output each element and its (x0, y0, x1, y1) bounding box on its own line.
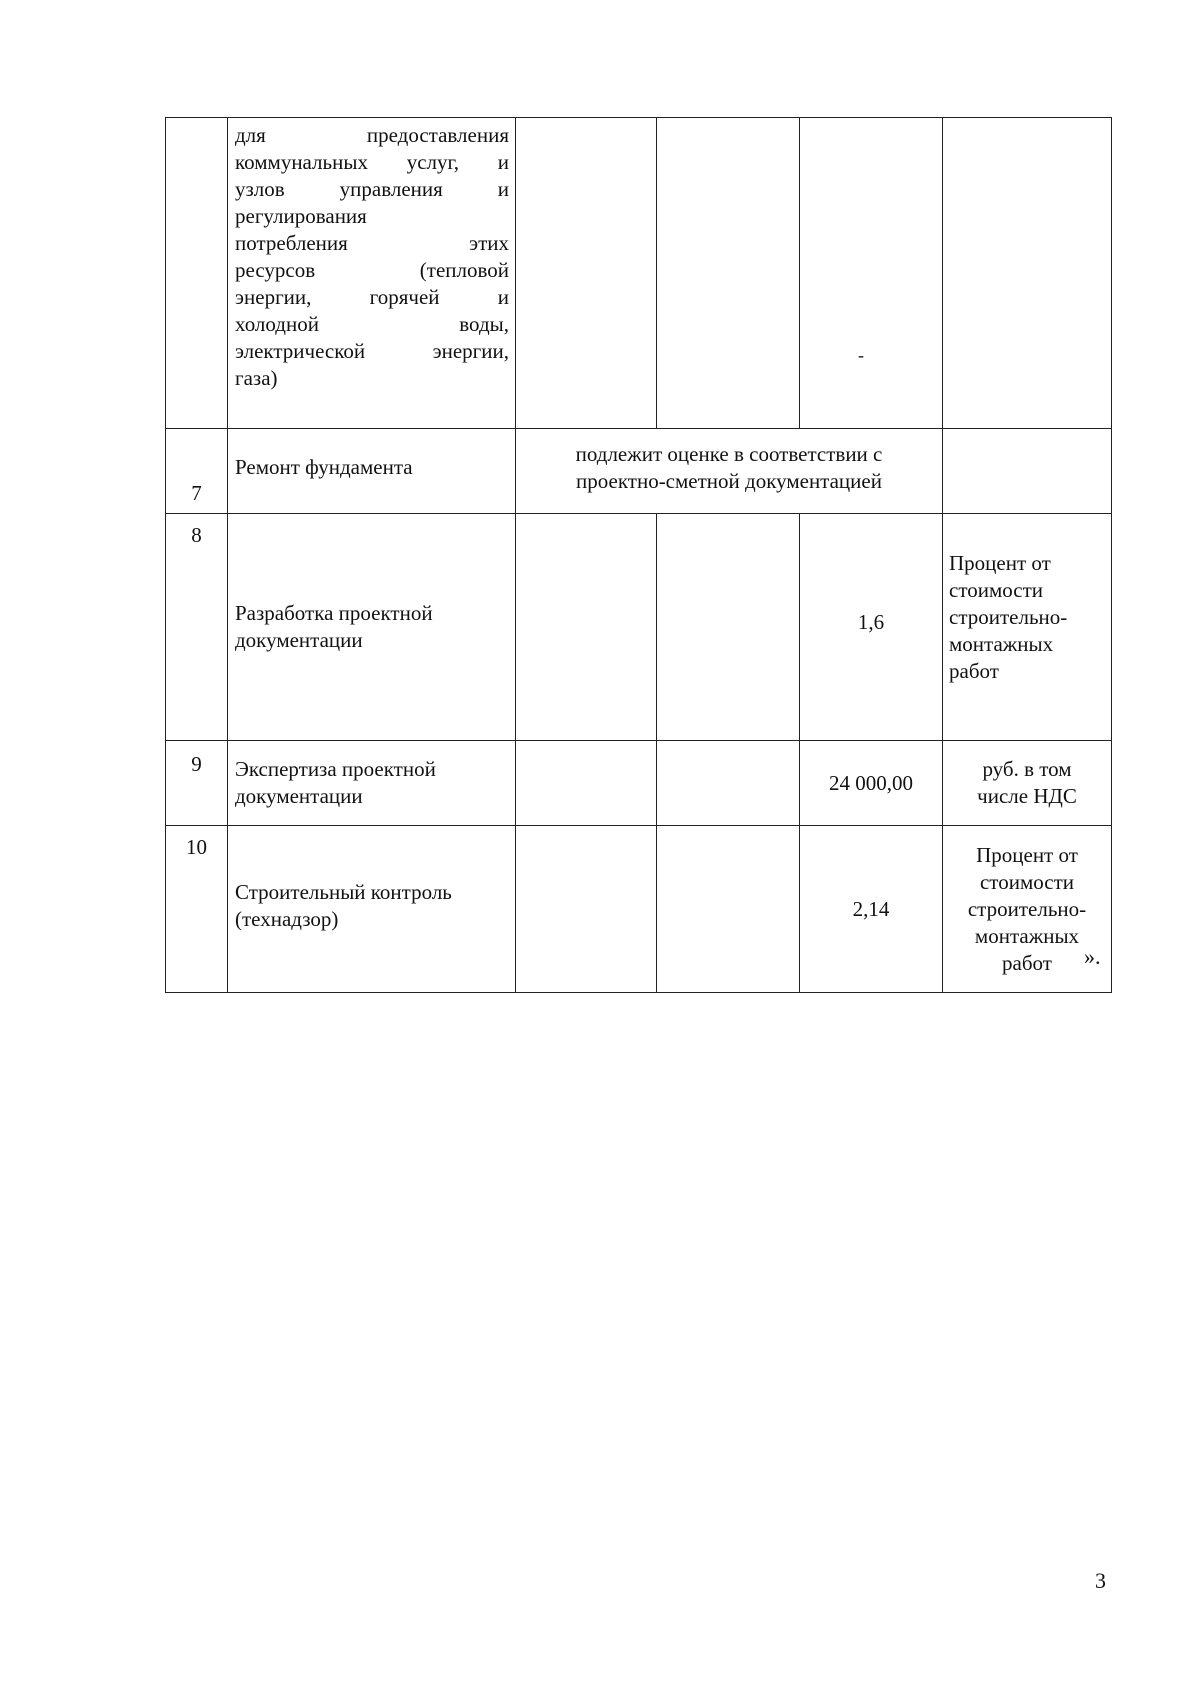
description-line: холодной воды, (235, 312, 509, 336)
empty-cell (516, 741, 657, 826)
unit-line: стоимости (949, 577, 1044, 602)
description-line: коммунальных услуг, и (235, 150, 509, 174)
description-line: газа) (235, 366, 278, 390)
value-cell: 1,6 (800, 514, 943, 741)
unit-line: работ (1002, 950, 1052, 975)
closing-quote-mark: ». (1084, 944, 1101, 969)
page-number: 3 (1095, 1568, 1106, 1593)
value-cell: 24 000,00 (800, 741, 943, 826)
description-line: потребления этих (235, 231, 509, 255)
description-line: регулирования (235, 204, 367, 228)
unit-line: строительно- (949, 604, 1068, 629)
table-row-8 (166, 514, 1112, 741)
empty-cell (516, 514, 657, 741)
cost-table (165, 117, 1112, 993)
description-line: документации (235, 784, 363, 808)
empty-cell (657, 118, 800, 429)
unit-line: строительно- (967, 896, 1087, 921)
row-description-cell (228, 118, 516, 429)
unit-line: Процент от (949, 550, 1051, 575)
empty-cell (943, 118, 1112, 429)
description-line: ресурсов (тепловой (235, 258, 509, 282)
row-description-cell: Ремонт фундамента (228, 429, 516, 514)
row-description-cell (228, 741, 516, 826)
merged-note-cell (516, 429, 943, 514)
unit-cell (943, 741, 1112, 826)
row-number-cell: 10 (166, 826, 228, 993)
description-line: документации (235, 628, 363, 652)
empty-cell (657, 826, 800, 993)
empty-cell (657, 741, 800, 826)
description-line: для предоставления (235, 123, 509, 147)
table-row-10 (166, 826, 1112, 993)
empty-cell (943, 429, 1112, 514)
note-line: подлежит оценке в соответствии с (575, 442, 883, 466)
empty-cell (516, 826, 657, 993)
description-line: Экспертиза проектной (235, 757, 436, 781)
empty-cell (657, 514, 800, 741)
description-line: Строительный контроль (235, 880, 452, 904)
unit-line: монтажных (949, 631, 1054, 656)
table-row-7 (166, 429, 1112, 514)
unit-cell (943, 514, 1112, 741)
value-cell (800, 118, 943, 429)
row-description-cell (228, 826, 516, 993)
row-description-cell (228, 514, 516, 741)
unit-line: числе НДС (977, 784, 1077, 808)
dash-mark: - (858, 345, 864, 365)
row-number-cell: 7 (166, 429, 228, 514)
row-number-cell (166, 118, 228, 429)
description-line: энергии, горячей и (235, 285, 509, 309)
unit-line: монтажных (974, 923, 1080, 948)
table-row-9 (166, 741, 1112, 826)
note-line: проектно-сметной документацией (576, 469, 882, 493)
description-line: Разработка проектной (235, 601, 433, 625)
unit-line: Процент от (976, 842, 1078, 867)
description-line: узлов управления и (235, 177, 509, 201)
row-number-cell: 9 (166, 741, 228, 826)
unit-line: руб. в том (982, 757, 1072, 781)
empty-cell (516, 118, 657, 429)
description-line: (технадзор) (235, 907, 339, 931)
table-row-6 (166, 118, 1112, 429)
unit-line: стоимости (979, 869, 1074, 894)
description-line: электрической энергии, (235, 339, 509, 363)
value-cell: 2,14 (800, 826, 943, 993)
row-number-cell: 8 (166, 514, 228, 741)
unit-line: работ (949, 658, 999, 683)
